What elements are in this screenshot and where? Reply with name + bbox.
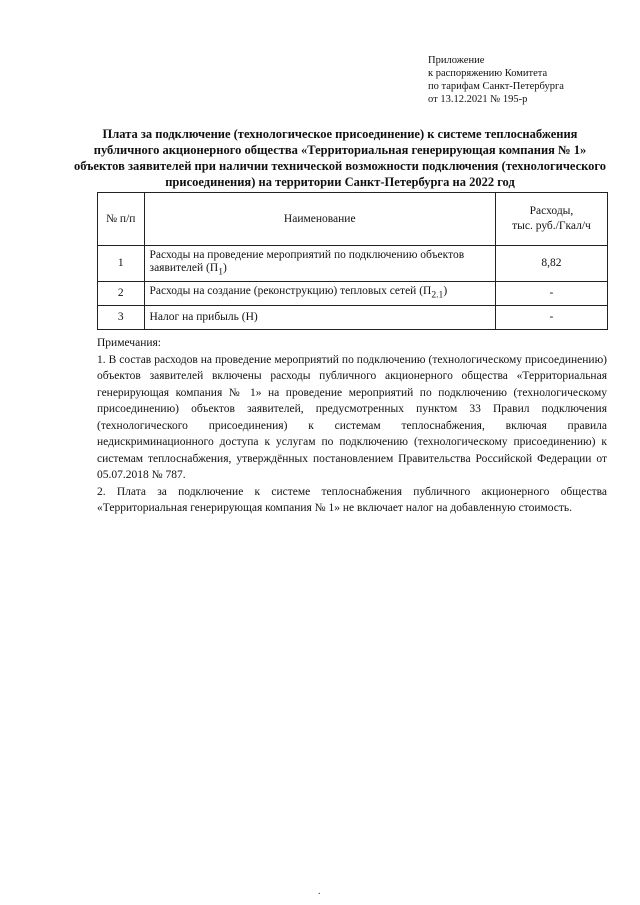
table-row <box>98 282 608 306</box>
note-item: 1. В состав расходов на проведение мероприятий по подключению (технологическому присоединению) объектов заявителей включены расходы публичного акционерного общества «Территориальная генерирующая компания № 1» на проведение мероприятий по подключению (технологическому присоединению) объектов заявителей, предусмотренных пунктом 33 Правил подключения (технологического присоединения) к системам теплоснабжения, включая правила недискриминационного доступа к услугам по подключению (технологическому присоединению) к системам теплоснабжения, утверждённых постановлением Правительства Российской Федерации от 05.07.2018 № 787. <box>97 353 607 481</box>
row-num: 1 <box>98 246 145 282</box>
row-name-subscript: 2.1 <box>431 289 444 301</box>
header-value-line2: тыс. руб./Гкал/ч <box>512 220 591 232</box>
document-title: Плата за подключение (технологическое присоединение) к системе теплоснабжения публичного акционерного общества «Территориальная генерирующая компания № 1» объектов заявителей при наличии технической возможности подключения (технологического присоединения) на территории Санкт-Петербурга на 2022 год <box>73 127 607 189</box>
row-value: - <box>495 306 607 330</box>
row-value: 8,82 <box>495 246 607 282</box>
costs-table <box>97 192 608 330</box>
appendix-line: Приложение <box>428 55 485 66</box>
row-name-text: Расходы на проведение мероприятий по подключению объектов заявителей (П <box>149 248 465 274</box>
row-value: - <box>495 282 607 306</box>
appendix-line: от 13.12.2021 № 195-р <box>428 94 528 105</box>
row-num: 2 <box>98 282 145 306</box>
appendix-reference <box>428 54 628 106</box>
row-name-close: ) <box>223 261 227 274</box>
row-num: 3 <box>98 306 145 330</box>
header-name: Наименование <box>144 193 495 246</box>
row-name-close: ) <box>443 285 448 298</box>
row-name: Налог на прибыль (Н) <box>144 306 495 330</box>
header-value-line1: Расходы, <box>529 205 574 217</box>
table-row <box>98 306 608 330</box>
row-name <box>144 282 495 306</box>
table-header-row <box>98 193 608 246</box>
appendix-line: по тарифам Санкт-Петербурга <box>428 81 564 92</box>
row-name-subscript: 1 <box>218 266 223 278</box>
footer-mark: . <box>318 886 321 897</box>
table-row <box>98 246 608 282</box>
header-value <box>495 193 607 246</box>
appendix-line: к распоряжению Комитета <box>428 68 548 79</box>
notes-heading: Примечания: <box>97 337 161 349</box>
notes-section <box>97 335 607 517</box>
note-item: 2. Плата за подключение к системе теплоснабжения публичного акционерного общества «Территориальная генерирующая компания № 1» не включает налог на добавленную стоимость. <box>97 485 607 514</box>
header-num: № п/п <box>98 193 145 246</box>
row-name <box>144 246 495 282</box>
row-name-text: Расходы на создание (реконструкцию) тепловых сетей (П <box>149 285 432 298</box>
